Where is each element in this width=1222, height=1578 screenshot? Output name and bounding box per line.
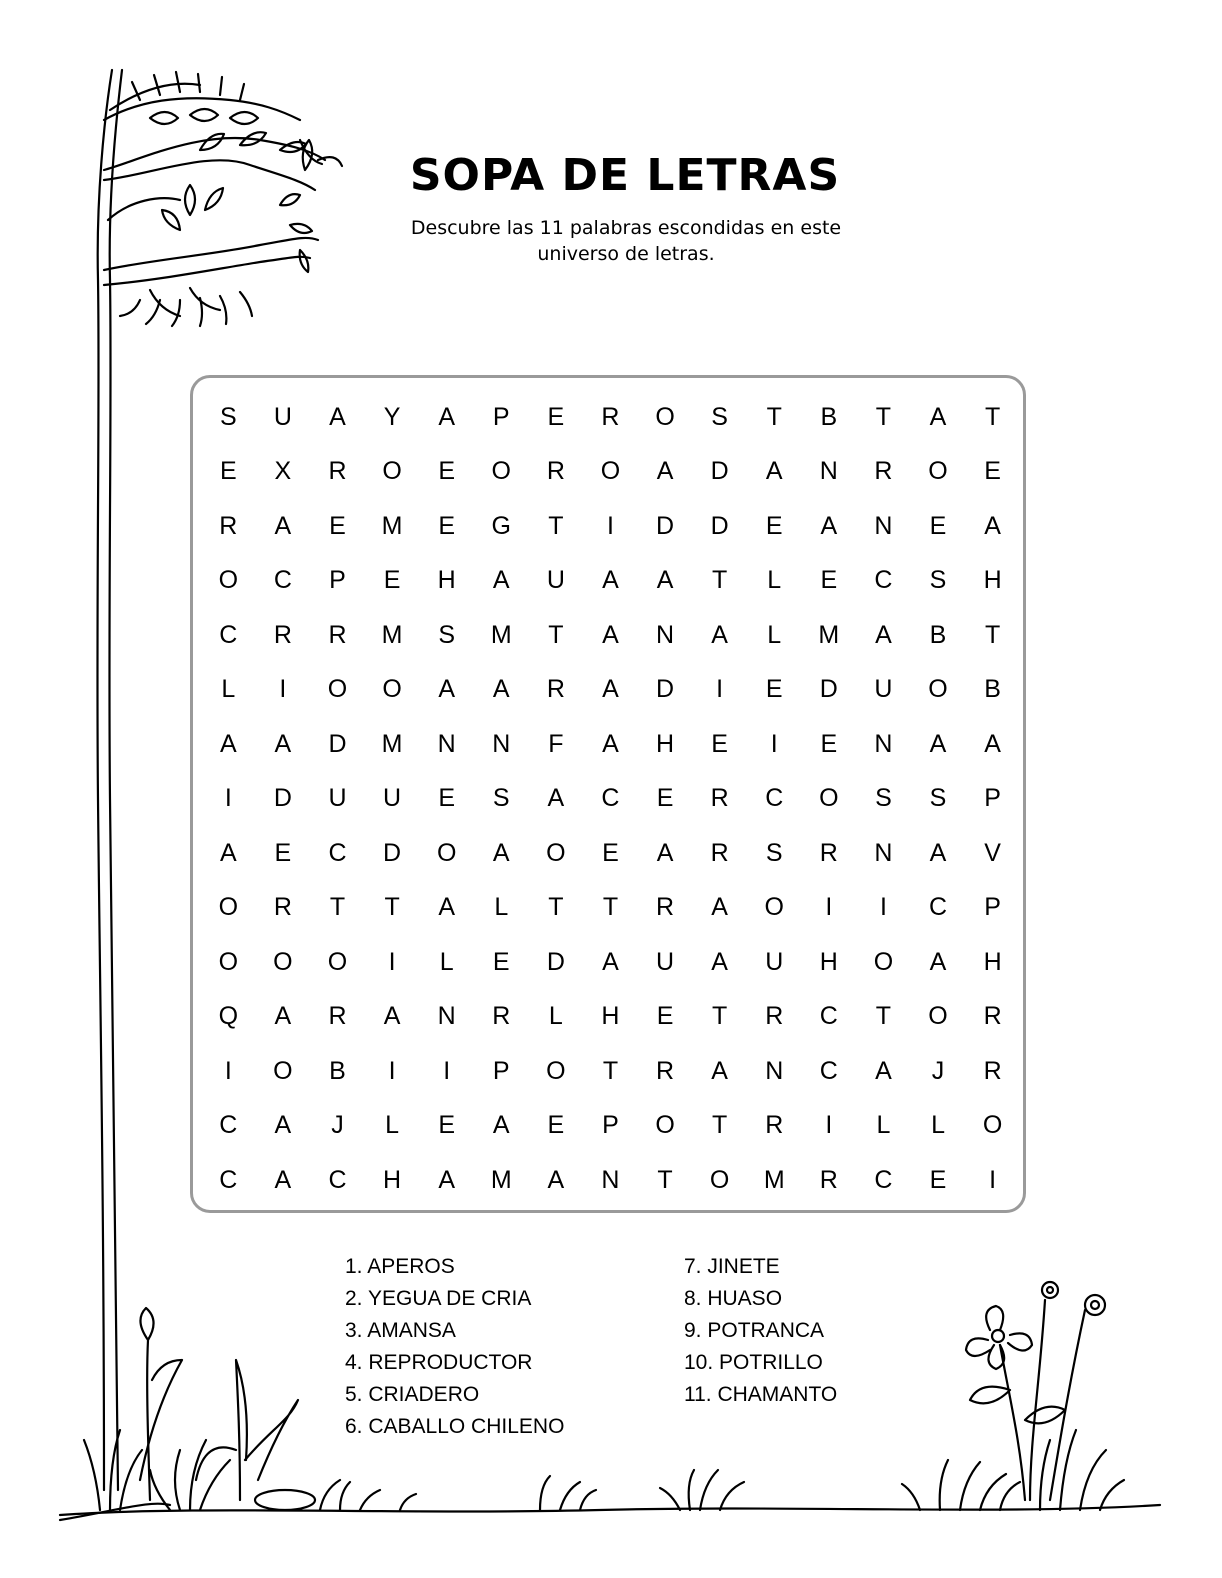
grid-letter[interactable]: I [388,947,396,976]
grid-letter[interactable]: I [224,1056,232,1085]
grid-letter[interactable]: S [929,784,947,813]
word-list-item: 2. YEGUA DE CRIA [345,1287,532,1310]
grid-letter[interactable]: A [438,893,456,922]
grid-letter[interactable]: H [983,566,1002,595]
grid-letter[interactable]: S [438,620,456,649]
grid-letter[interactable]: A [274,511,292,540]
grid-letter[interactable]: R [819,1165,838,1194]
grid-letter[interactable]: A [656,457,674,486]
grid-letter[interactable]: E [765,511,783,540]
grid-letter[interactable]: C [765,784,784,813]
grid-letter[interactable]: A [274,1111,292,1140]
grid-letter[interactable]: R [874,457,893,486]
grid-letter[interactable]: A [383,1002,401,1031]
grid-letter[interactable]: T [329,893,346,922]
grid-letter[interactable]: E [547,402,565,431]
grid-letter[interactable]: R [765,1002,784,1031]
grid-letter[interactable]: N [492,729,511,758]
grid-letter[interactable]: C [328,838,347,867]
grid-letter[interactable]: R [656,893,675,922]
word-list-item: 1. APEROS [345,1255,455,1278]
grid-letter[interactable]: L [385,1111,400,1140]
grid-letter[interactable]: A [274,1165,292,1194]
grid-letter[interactable]: H [383,1165,402,1194]
grid-letter[interactable]: T [984,402,1001,431]
word-search-grid [201,390,1020,1208]
word-list-item: 5. CRIADERO [345,1383,480,1406]
grid-letter[interactable]: I [716,675,724,704]
grid-letter[interactable]: A [711,620,728,649]
grid-letter[interactable]: C [219,1111,238,1140]
grid-letter[interactable]: U [328,784,347,813]
grid-letter[interactable]: O [655,402,675,431]
grid-letter[interactable]: O [327,675,348,704]
grid-letter[interactable]: T [602,1056,619,1085]
grid-letter[interactable]: A [602,729,619,758]
grid-letter[interactable]: O [928,1002,948,1031]
grid-letter[interactable]: S [929,566,947,595]
grid-letter[interactable]: A [602,947,619,976]
grid-letter[interactable]: A [711,947,728,976]
grid-letter[interactable]: O [436,838,457,867]
word-list-item: 11. CHAMANTO [684,1383,838,1406]
grid-letter[interactable]: E [219,457,237,486]
grid-letter[interactable]: D [383,838,402,867]
grid-letter[interactable]: E [274,838,292,867]
grid-letter[interactable]: N [819,457,838,486]
grid-letter[interactable]: E [656,1002,674,1031]
grid-letter[interactable]: H [819,947,838,976]
grid-letter[interactable]: O [819,784,839,813]
grid-letter[interactable]: O [982,1111,1003,1140]
grid-letter[interactable]: T [712,1002,728,1031]
word-list-item: 8. HUASO [684,1287,783,1310]
grid-letter[interactable]: E [383,566,401,595]
grid-letter[interactable]: O [273,947,293,976]
grid-letter[interactable]: M [381,729,403,758]
grid-letter[interactable]: A [820,511,838,540]
grid-letter[interactable]: U [546,566,565,595]
grid-letter[interactable]: R [492,1002,511,1031]
grid-letter[interactable]: D [819,675,838,704]
grid-letter[interactable]: R [328,620,347,649]
grid-letter[interactable]: E [711,729,728,758]
grid-letter[interactable]: N [874,838,893,867]
grid-letter[interactable]: D [328,729,347,758]
grid-letter[interactable]: A [219,838,237,867]
grid-letter[interactable]: U [656,947,675,976]
grid-letter[interactable]: A [929,947,947,976]
grid-letter[interactable]: E [929,1165,947,1194]
grid-letter[interactable]: A [492,838,510,867]
instructions-line-1: Descubre las 11 palabras escondidas en este [410,217,842,239]
grid-letter[interactable]: A [984,511,1001,540]
grid-letter[interactable]: Q [218,1002,239,1031]
grid-letter[interactable]: U [874,675,893,704]
grid-letter[interactable]: I [825,1111,833,1140]
grid-letter[interactable]: R [710,838,729,867]
grid-letter[interactable]: A [438,1165,456,1194]
grid-letter[interactable]: P [492,402,510,431]
grid-letter[interactable]: D [710,511,729,540]
grid-letter[interactable]: C [601,784,620,813]
grid-letter[interactable]: E [929,511,947,540]
grid-letter[interactable]: I [443,1056,451,1085]
grid-letter[interactable]: D [273,784,292,813]
grid-letter[interactable]: A [438,402,456,431]
grid-letter[interactable]: C [328,1165,347,1194]
grid-letter[interactable]: C [928,893,948,922]
grid-letter[interactable]: C [819,1002,838,1031]
grid-letter[interactable]: O [764,893,784,922]
grid-letter[interactable]: A [602,675,619,704]
grid-letter[interactable]: O [709,1165,730,1194]
grid-letter[interactable]: S [219,402,237,431]
grid-letter[interactable]: M [381,511,403,540]
grid-letter[interactable]: E [656,784,674,813]
grid-letter[interactable]: R [983,1056,1002,1085]
word-list-item: 4. REPRODUCTOR [345,1351,533,1374]
grid-letter[interactable]: E [438,511,456,540]
grid-letter[interactable]: L [767,620,782,649]
grid-letter[interactable]: A [438,675,456,704]
grid-letter[interactable]: H [601,1002,620,1031]
grid-letter[interactable]: B [929,620,947,649]
grid-letter[interactable]: M [763,1165,785,1194]
grid-letter[interactable]: A [656,838,674,867]
grid-letter[interactable]: L [494,893,509,922]
grid-letter[interactable]: S [875,784,892,813]
grid-letter[interactable]: A [929,402,947,431]
grid-letter[interactable]: R [983,1002,1002,1031]
grid-letter[interactable]: I [388,1056,396,1085]
grid-letter[interactable]: V [984,838,1001,867]
grid-letter[interactable]: A [274,1002,292,1031]
grid-letter[interactable]: I [825,893,833,922]
grid-letter[interactable]: E [329,511,346,540]
grid-letter[interactable]: O [546,838,566,867]
grid-letter[interactable]: N [437,1002,456,1031]
grid-letter[interactable]: A [219,729,237,758]
word-list-column-1 [345,1251,564,1443]
grid-letter[interactable]: A [929,838,947,867]
grid-letter[interactable]: D [546,947,565,976]
grid-letter[interactable]: I [279,675,287,704]
grid-letter[interactable]: T [875,1002,892,1031]
grid-letter[interactable]: E [820,566,838,595]
grid-letter[interactable]: L [221,675,236,704]
grid-letter[interactable]: H [983,947,1002,976]
grid-letter[interactable]: F [548,729,564,758]
grid-letter[interactable]: E [438,457,456,486]
grid-letter[interactable]: N [437,729,456,758]
grid-letter[interactable]: C [874,566,893,595]
grid-letter[interactable]: L [439,947,454,976]
grid-letter[interactable]: M [818,620,840,649]
grid-letter[interactable]: B [329,1056,346,1085]
grid-letter[interactable]: A [602,620,619,649]
grid-letter[interactable]: E [492,947,510,976]
grid-letter[interactable]: J [331,1111,344,1140]
grid-letter[interactable]: E [984,457,1001,486]
grid-letter[interactable]: T [984,620,1001,649]
grid-letter[interactable]: C [819,1056,838,1085]
grid-letter[interactable]: O [382,675,402,704]
grid-letter[interactable]: E [602,838,619,867]
grid-letter[interactable]: I [770,729,778,758]
grid-letter[interactable]: L [548,1002,563,1031]
grid-letter[interactable]: R [656,1056,675,1085]
instructions-line-2: universo de letras. [537,243,715,265]
grid-letter[interactable]: T [766,402,782,431]
grid-letter[interactable]: S [711,402,728,431]
grid-letter[interactable]: T [548,893,564,922]
grid-letter[interactable]: O [600,457,621,486]
grid-letter[interactable]: S [765,838,783,867]
grid-letter[interactable]: P [329,566,346,595]
grid-letter[interactable]: T [384,893,400,922]
grid-letter[interactable]: R [546,675,565,704]
grid-letter[interactable]: H [656,729,675,758]
grid-letter[interactable]: C [219,620,238,649]
grid-letter[interactable]: T [548,511,564,540]
grid-letter[interactable]: L [931,1111,945,1140]
grid-letter[interactable]: A [929,729,947,758]
grid-letter[interactable]: C [219,1165,238,1194]
grid-letter[interactable]: A [492,675,510,704]
grid-letter[interactable]: A [875,620,892,649]
grid-letter[interactable]: P [984,893,1001,922]
grid-letter[interactable]: O [546,1056,566,1085]
grid-letter[interactable]: I [989,1165,997,1194]
grid-letter[interactable]: N [601,1165,620,1194]
grid-letter[interactable]: M [490,1165,512,1194]
grid-letter[interactable]: A [765,457,783,486]
word-list-item: 9. POTRANCA [684,1319,825,1342]
grid-letter[interactable]: T [548,620,564,649]
grid-letter[interactable]: O [655,1111,675,1140]
word-list-item: 6. CABALLO CHILENO [345,1415,565,1438]
grid-letter[interactable]: B [820,402,838,431]
grid-letter[interactable]: E [438,784,456,813]
grid-letter[interactable]: R [546,457,565,486]
grid-letter[interactable]: R [273,893,292,922]
grid-letter[interactable]: I [224,784,232,813]
grid-letter[interactable]: E [820,729,838,758]
grid-letter[interactable]: O [273,1056,293,1085]
instructions [380,215,872,267]
grid-letter[interactable]: D [656,511,675,540]
grid-letter[interactable]: M [490,620,512,649]
grid-letter[interactable]: H [437,566,456,595]
grid-letter[interactable]: O [327,947,348,976]
grid-letter[interactable]: U [765,947,784,976]
grid-letter[interactable]: P [602,1111,619,1140]
word-list-item: 3. AMANSA [345,1319,456,1342]
grid-letter[interactable]: C [273,566,292,595]
grid-letter[interactable]: A [602,566,619,595]
grid-letter[interactable]: N [765,1056,784,1085]
grid-letter[interactable]: A [492,566,510,595]
grid-letter[interactable]: R [819,838,838,867]
grid-letter[interactable]: A [492,1111,510,1140]
grid-letter[interactable]: M [381,620,403,649]
grid-letter[interactable]: A [329,402,346,431]
grid-letter[interactable]: O [382,457,402,486]
grid-letter[interactable]: T [712,1111,728,1140]
grid-letter[interactable]: T [875,402,892,431]
grid-letter[interactable]: L [876,1111,891,1140]
grid-letter[interactable]: A [711,893,728,922]
word-list-item: 10. POTRILLO [684,1351,823,1374]
grid-letter[interactable]: R [710,784,729,813]
grid-letter[interactable]: P [984,784,1001,813]
grid-letter[interactable]: A [547,784,565,813]
grid-letter[interactable]: A [711,1056,728,1085]
grid-letter[interactable]: D [656,675,675,704]
grid-letter[interactable]: N [874,729,893,758]
grid-letter[interactable]: A [274,729,292,758]
grid-letter[interactable]: T [602,893,619,922]
grid-letter[interactable]: O [218,566,239,595]
page-title: SOPA DE LETRAS [409,150,841,201]
grid-letter[interactable]: L [767,566,782,595]
plants-illustration [140,1282,1105,1500]
grid-letter[interactable]: S [492,784,510,813]
grid-letter[interactable]: A [984,729,1001,758]
grid-letter[interactable]: D [710,457,729,486]
grid-letter[interactable]: T [712,566,728,595]
grid-letter[interactable]: O [491,457,511,486]
grid-letter[interactable]: A [547,1165,565,1194]
grid-letter[interactable]: O [873,947,894,976]
word-list-item: 7. JINETE [684,1255,780,1278]
word-list-column-2 [684,1251,837,1411]
grid-letter[interactable]: O [218,893,239,922]
grid-letter[interactable]: A [875,1056,892,1085]
grid-letter[interactable]: E [438,1111,456,1140]
grid-letter[interactable]: R [273,620,292,649]
grid-letter[interactable]: I [879,893,887,922]
grid-letter[interactable]: O [928,675,948,704]
grid-letter[interactable]: I [606,511,614,540]
grid-letter[interactable]: R [765,1111,784,1140]
grid-letter[interactable]: O [218,947,239,976]
grid-letter[interactable]: U [383,784,402,813]
grid-letter[interactable]: T [657,1165,673,1194]
grid-letter[interactable]: A [656,566,674,595]
grid-letter[interactable]: G [491,511,511,540]
ground-illustration [60,1430,1160,1520]
grid-letter[interactable]: N [656,620,675,649]
grid-letter[interactable]: R [601,402,620,431]
grid-letter[interactable]: E [765,675,783,704]
grid-letter[interactable]: X [274,457,292,486]
grid-letter[interactable]: P [492,1056,510,1085]
grid-letter[interactable]: U [273,402,292,431]
grid-letter[interactable]: O [928,457,948,486]
grid-letter[interactable]: N [874,511,893,540]
grid-letter[interactable]: E [547,1111,565,1140]
grid-letter[interactable]: R [328,457,347,486]
grid-letter[interactable]: J [931,1056,945,1085]
grid-letter[interactable]: Y [383,402,401,431]
grid-letter[interactable]: B [984,675,1001,704]
grid-letter[interactable]: R [219,511,238,540]
grid-letter[interactable]: C [874,1165,893,1194]
grid-letter[interactable]: R [328,1002,347,1031]
